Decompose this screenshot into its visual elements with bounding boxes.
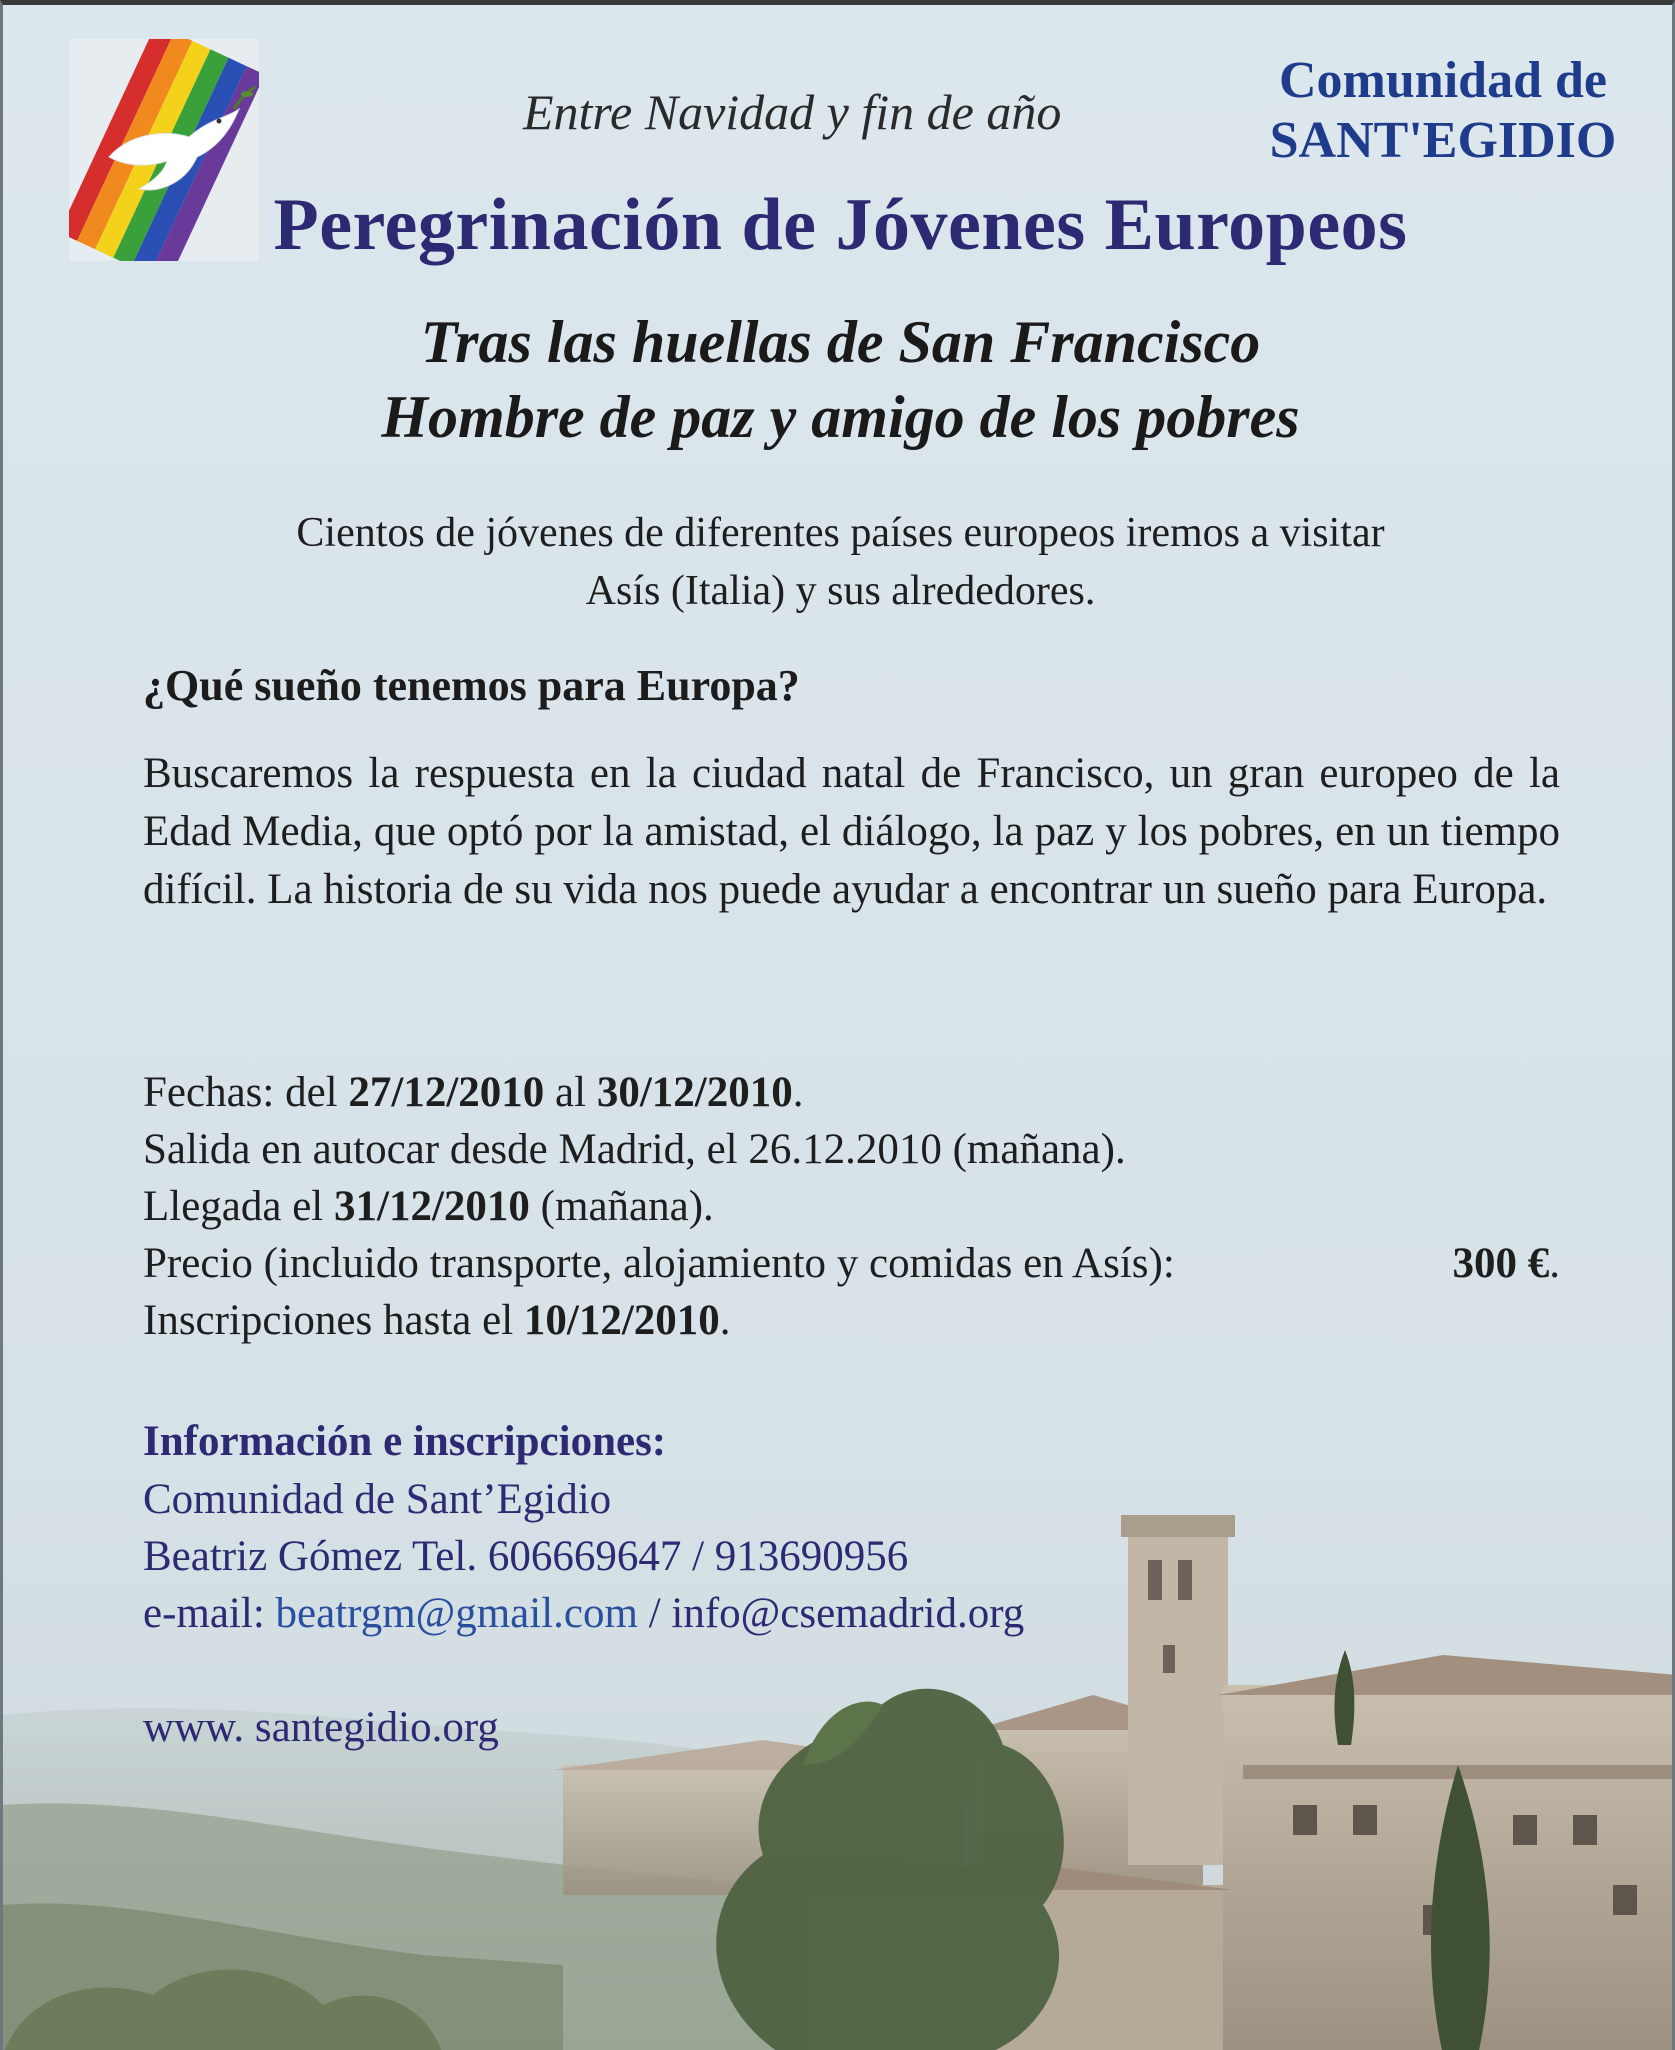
intro-line-1: Cientos de jóvenes de diferentes países europeos iremos a visitar <box>296 510 1385 556</box>
tagline: Entre Navidad y fin de año <box>523 84 1062 140</box>
date-end: 30/12/2010 <box>596 1069 793 1116</box>
contact-person-phone: Beatriz Gómez Tel. 606669647 / 913690956 <box>143 1533 909 1580</box>
departure-line: Salida en autocar desde Madrid, el 26.12.2010 (mañana). <box>143 1126 1126 1173</box>
dates-line <box>143 1068 804 1117</box>
organization-line-2: SANT'EGIDIO <box>1269 112 1617 169</box>
dates-suffix: . <box>792 1069 804 1116</box>
email-label: e-mail: <box>143 1590 276 1637</box>
email-link-1[interactable]: beatrgm@gmail.com <box>275 1590 638 1637</box>
price-amount <box>1453 1239 1561 1288</box>
price-line <box>143 1239 1560 1288</box>
dates-prefix: Fechas: del <box>143 1069 349 1116</box>
date-start: 27/12/2010 <box>348 1069 545 1116</box>
contact-email-line <box>143 1589 1024 1638</box>
question-heading: ¿Qué sueño tenemos para Europa? <box>143 661 800 710</box>
organization-name <box>1223 51 1663 171</box>
body-paragraph: Buscaremos la respuesta en la ciudad natal de Francisco, un gran europeo de la Edad Media, que optó por la amistad, el diálogo, la paz y los pobres, en un tiempo difícil. La historia de su vida nos puede ayudar a encontrar un sueño para Europa. <box>143 750 1560 913</box>
dates-mid: al <box>544 1069 597 1116</box>
registration-prefix: Inscripciones hasta el <box>143 1297 524 1344</box>
main-title: Peregrinación de Jóvenes Europeos <box>273 184 1408 266</box>
subtitle-line-2: Hombre de paz y amigo de los pobres <box>381 384 1300 450</box>
price-suffix: . <box>1549 1240 1560 1287</box>
registration-date: 10/12/2010 <box>523 1297 720 1344</box>
registration-line <box>143 1296 731 1345</box>
intro-line-2: Asís (Italia) y sus alrededores. <box>585 568 1096 614</box>
price-value: 300 € <box>1452 1240 1550 1287</box>
website-link[interactable]: www. santegidio.org <box>143 1704 499 1751</box>
email-link-2[interactable]: info@csemadrid.org <box>671 1590 1025 1637</box>
email-separator: / <box>637 1590 672 1637</box>
arrival-date: 31/12/2010 <box>334 1183 530 1230</box>
arrival-suffix: (mañana). <box>529 1183 714 1230</box>
registration-suffix: . <box>719 1297 731 1344</box>
arrival-prefix: Llegada el <box>143 1183 335 1230</box>
contact-organization: Comunidad de Sant’Egidio <box>143 1476 612 1523</box>
contact-heading: Información e inscripciones: <box>143 1418 667 1465</box>
arrival-line <box>143 1182 714 1231</box>
subtitle-line-1: Tras las huellas de San Francisco <box>420 309 1261 375</box>
organization-line-1: Comunidad de <box>1279 52 1607 109</box>
price-label: Precio (incluido transporte, alojamiento y comidas en Asís): <box>143 1240 1175 1287</box>
